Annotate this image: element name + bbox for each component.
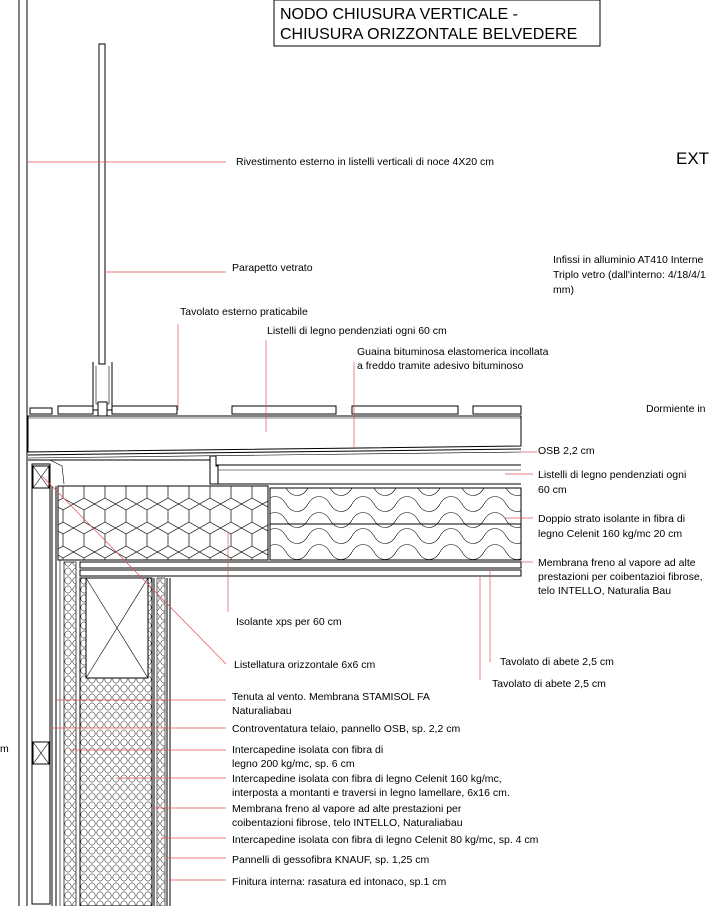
label-membrana-wall-line-2: coibentazioni fibrose, telo INTELLO, Naturaliabau (232, 817, 463, 829)
label-listelli-ogni-line-2: 60 cm (538, 484, 567, 496)
wood-fibre-insulation (270, 488, 521, 560)
label-membrana-top-line-2: prestazioni per coibentazioi fibrose, (538, 571, 703, 583)
infissi-label-line-2: Triplo vetro (dall'interno: 4/18/4/1 (553, 269, 706, 281)
infissi-label-line-1: Infissi in alluminio AT410 Interne (553, 254, 704, 266)
label-tavolato-esterno: Tavolato esterno praticabile (180, 306, 308, 318)
label-intercapedine-160-line-1: Intercapedine isolata con fibra di legno Celenit 160 kg/mc, (232, 773, 502, 785)
label-isolante-xps: Isolante xps per 60 cm (236, 616, 342, 628)
label-tavolato-abete-1: Tavolato di abete 2,5 cm (500, 656, 614, 668)
osb-and-upstand (28, 456, 521, 484)
label-tenuta-line-2: Naturaliabau (232, 705, 292, 717)
label-listellatura: Listellatura orizzontale 6x6 cm (234, 659, 376, 671)
dormiente-label: Dormiente in (646, 403, 706, 415)
label-intercapedine-6-line-1: Intercapedine isolata con fibra di (232, 744, 384, 756)
external-cladding (19, 0, 27, 906)
label-intercapedine-6-line-2: legno 200 kg/mc, sp. 6 cm (232, 758, 355, 770)
label-rivestimento: Rivestimento esterno in listelli verticali di noce 4X20 cm (236, 156, 494, 168)
glass-parapet (93, 44, 112, 416)
xps-insulation (58, 486, 268, 560)
label-membrana-top-line-3: telo INTELLO, Naturalia Bau (538, 585, 672, 597)
label-finitura: Finitura interna: rasatura ed intonaco, sp.1 cm (232, 876, 447, 888)
label-tavolato-abete-2: Tavolato di abete 2,5 cm (492, 678, 606, 690)
label-guaina-line-2: a freddo tramite adesivo bituminoso (357, 360, 524, 372)
left-fragment-label: m (0, 743, 9, 755)
fir-boarding (80, 562, 521, 576)
ext-label: EXT (676, 149, 710, 168)
label-membrana-top-line-1: Membrana freno al vapore ad alte (538, 557, 696, 569)
label-intercapedine-80: Intercapedine isolata con fibra di legno Celenit 80 kg/mc, sp. 4 cm (232, 834, 539, 846)
sloped-battens-and-membrane (28, 416, 521, 458)
label-doppio-strato-line-1: Doppio strato isolante in fibra di (538, 513, 686, 525)
title-line-1: NODO CHIUSURA VERTICALE - (280, 6, 518, 23)
label-controventatura: Controventatura telaio, pannello OSB, sp. 2,2 cm (232, 723, 461, 735)
label-guaina-line-1: Guaina bituminosa elastomerica incollata (357, 346, 549, 358)
label-listelli-60: Listelli di legno pendenziati ogni 60 cm (267, 325, 447, 337)
label-tenuta-line-1: Tenuta al vento. Membrana STAMISOL FA (232, 691, 430, 703)
label-parapetto: Parapetto vetrato (232, 262, 313, 274)
label-listelli-ogni-line-1: Listelli di legno pendenziati ogni (538, 469, 687, 481)
infissi-label-line-3: mm) (553, 284, 574, 296)
title-block (274, 0, 600, 46)
label-doppio-strato-line-2: legno Celenit 160 kg/mc 20 cm (538, 528, 683, 540)
label-membrana-wall-line-1: Membrana freno al vapore ad alte prestazioni per (232, 803, 462, 815)
label-intercapedine-160-line-2: interposta a montanti e traversi in legno lamellare, 6x16 cm. (232, 787, 510, 799)
title-line-2: CHIUSURA ORIZZONTALE BELVEDERE (280, 26, 578, 43)
label-gessofibra: Pannelli di gessofibra KNAUF, sp. 1,25 cm (232, 854, 430, 866)
label-osb: OSB 2,2 cm (538, 445, 595, 457)
